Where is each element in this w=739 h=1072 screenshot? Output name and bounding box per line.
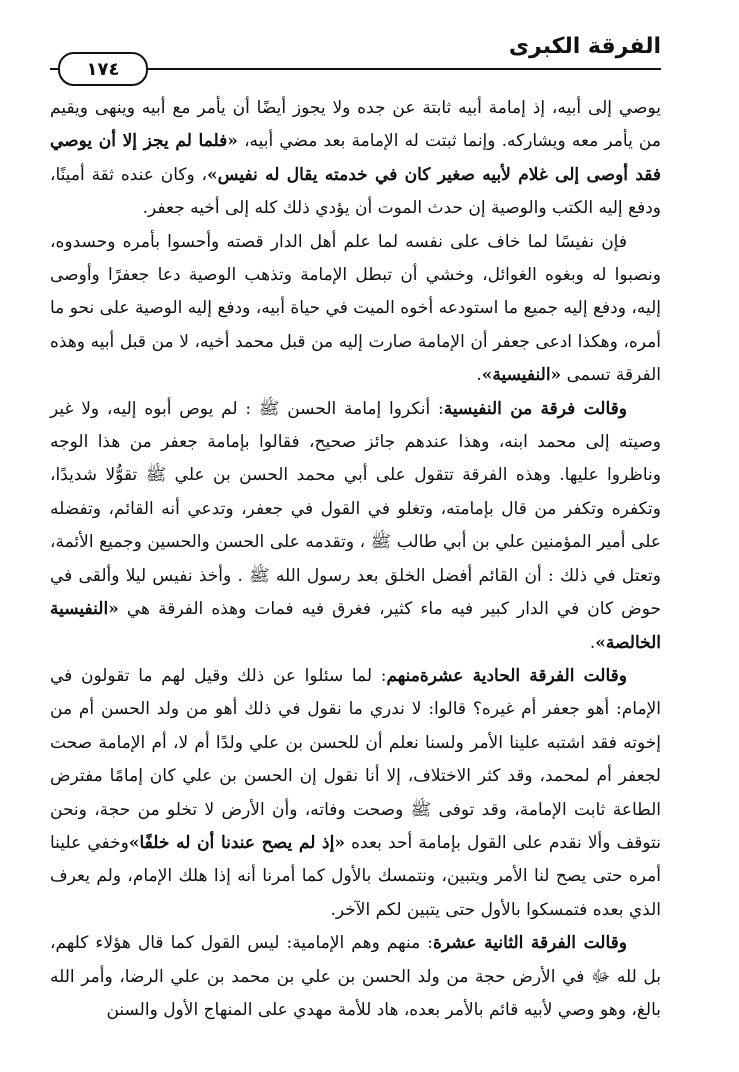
bold-text-segment: وقالت الفرقة الثانية عشرة bbox=[433, 933, 627, 954]
bold-text-segment: «النفيسية الخالصة» bbox=[50, 599, 661, 653]
paragraph bbox=[50, 226, 661, 393]
bold-text-segment: وقالت الفرقة الحادية عشرةمنهم bbox=[386, 665, 627, 686]
text-segment: فإن نفيسًا لما خاف على نفسه لما علم أهل الدار قصته وأحسوا بأمره وحسدوه، ونصبوا له وبغوه الغوائل، وخشي أن تبطل الإمامة وتذهب الوصية دعا جعفرًا وأوصى إليه، ودفع إليه جميع ما استودعه أخوه الميت في حياة أبيه، ودفع إليه الوصية على نحو ما أمره، وهكذا ادعى جعفر أن الإمامة صارت إليه من قبل محمد أخيه، لا من قبل أبيه وهذه الفرقة تسمى bbox=[50, 231, 661, 386]
text-segment: . bbox=[589, 632, 596, 653]
text-segment: : منهم وهم الإمامية: ليس القول كما قال هؤلاء كلهم، بل لله ﷻ في الأرض حجة من ولد الحسن بن علي بن محمد بن علي الرضا، وأمر الله بالغ، وهو وصي لأبيه قائم بالأمر بعده، هاد للأمة مهدي على المنهاج الأول والسنن bbox=[50, 933, 661, 1020]
text-segment: يوصي إلى أبيه، إذ إمامة أبيه ثابتة عن جده ولا يجوز أيضًا أن يأمر مع أبيه وينهى ويقيم من يأمر معه ويشاركه. وإنما ثبتت له الإمامة بعد مضي أبيه، bbox=[50, 98, 661, 152]
running-title: الفرقة الكبرى bbox=[508, 34, 661, 59]
paragraph bbox=[50, 660, 661, 927]
bold-text-segment: «فلما لم يجز إلا أن يوصي فقد أوصى إلى غلام لأبيه صغير كان في خدمته يقال له نفيس» bbox=[50, 131, 661, 185]
bold-text-segment: «النفيسية» bbox=[481, 365, 562, 386]
paragraph bbox=[50, 92, 661, 226]
paragraph bbox=[50, 927, 661, 1027]
text-segment: وخفي علينا أمره حتى يصح لنا الأمر ويتبين، ونتمسك بالأول كما أمرنا أنه إذا هلك الإمام، ولم يعرف الذي بعده فتمسكوا بالأول حتى يتبين لكم الآخر. bbox=[50, 832, 661, 920]
text-segment: : لما سئلوا عن ذلك وقيل لهم ما تقولون في الإمام: أهو جعفر أم غيره؟ قالوا: لا ندري ما نقول في ذلك أهو من ولد الحسن أم من إخوته فقد اشتبه علينا الأمر ولسنا نعلم أن للحسن بن علي ولدًا أم لا، أم الإمامة صحت لجعفر أم لمحمد، وقد كثر الاختلاف، إلا أنا نقول إن الحسن بن علي كان إمامًا مفترض الطاعة ثابت الإمامة، وقد توفى ﷺ وصحت وفاته، وأن الأرض لا تخلو من حجة، ونحن نتوقف وألا نقدم على القول بإمامة أحد بعده bbox=[50, 665, 662, 853]
body-text bbox=[50, 92, 661, 1027]
bold-text-segment: «إذ لم يصح عندنا أن له خلفًا» bbox=[128, 832, 345, 853]
text-segment: : أنكروا إمامة الحسن ﷺ : لم يوص أبوه إليه، ولا غير وصيته إلى محمد ابنه، وهذا عندهم جائز صحيح، فقالوا بإمامة جعفر من هذا الوجه وناظروا عليها. وهذه الفرقة تتقول على أبي محمد الحسن بن علي ﷺ تقوُّلا شديدًا، وتكفره وتكفر من قال بإمامته، وتغلو في القول في جعفر، وتدعي أنه القائم، وتفضله على أمير المؤمنين علي بن أبي طالب ﷺ ، وتقدمه على الحسن والحسين وجميع الأئمة، وتعتل في ذلك : أن القائم أفضل الخلق بعد رسول الله ﷺ . وأخذ نفيس ليلا وألقى في حوض كان في الدار كبير فيه ماء كثير، فغرق فيه فمات وهذه الفرقة هي bbox=[50, 398, 661, 620]
text-segment: . bbox=[476, 365, 482, 386]
bold-text-segment: وقالت فرقة من النفيسية bbox=[443, 398, 627, 419]
paragraph bbox=[50, 393, 661, 660]
text-segment: ، وكان عنده ثقة أمينًا، ودفع إليه الكتب والوصية إن حدث الموت أن يؤدي ذلك كله إلى أخيه جعفر. bbox=[50, 164, 661, 219]
page-number-badge: ١٧٤ bbox=[58, 52, 148, 86]
page-header bbox=[50, 28, 661, 84]
